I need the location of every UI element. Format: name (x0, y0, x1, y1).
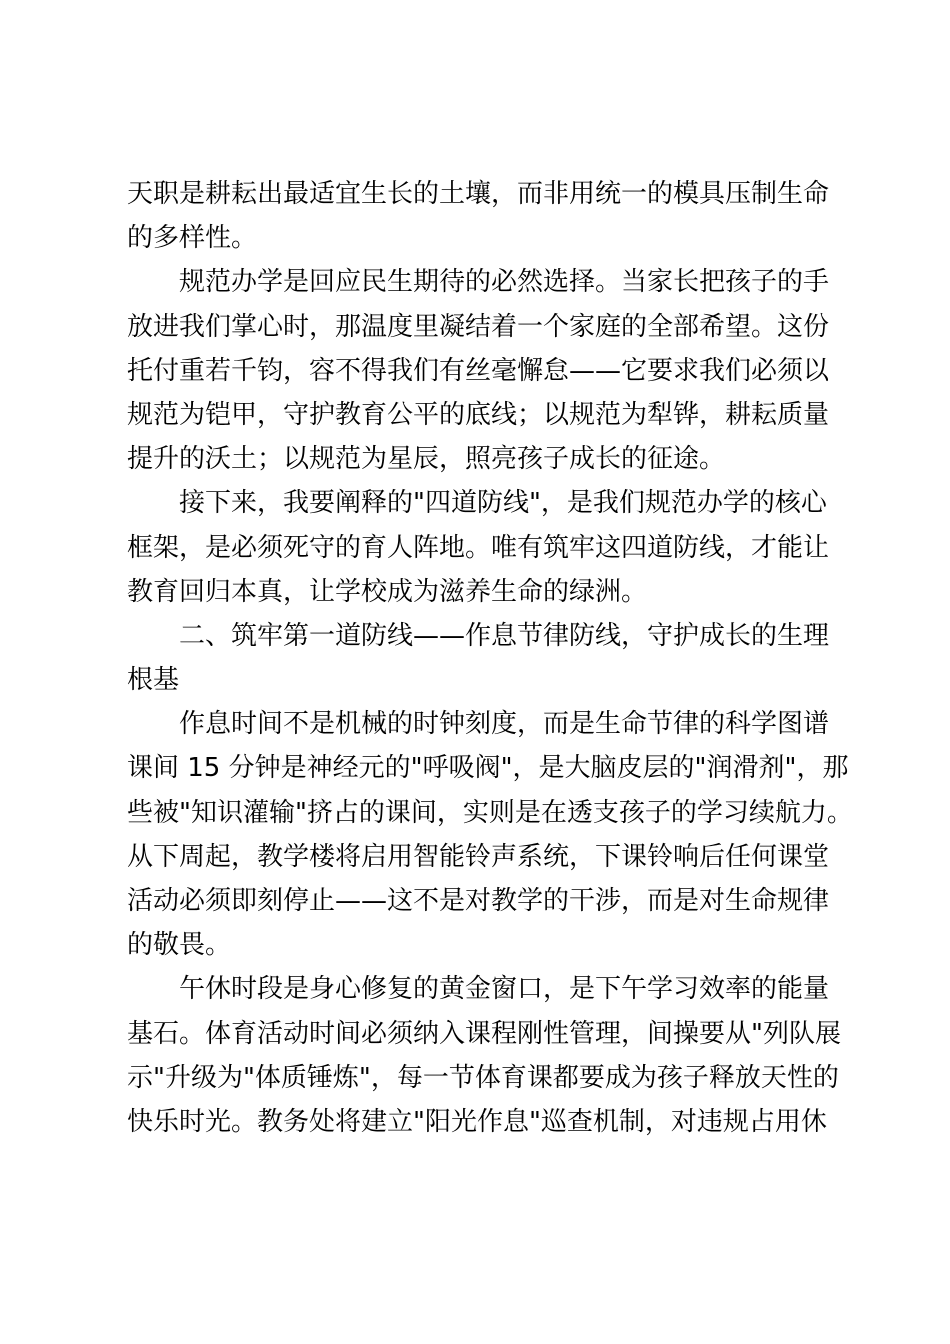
body-line: 教育回归本真，让学校成为滋养生命的绿洲。 (127, 576, 648, 607)
body-line: 的多样性。 (127, 223, 258, 254)
document-body (127, 172, 853, 1144)
body-line: 规范为铠甲，守护教育公平的底线；以规范为犁铧，耕耘质量 (127, 399, 830, 430)
paragraph-start-line: 午休时段是身心修复的黄金窗口，是下午学习效率的能量 (179, 974, 830, 1005)
body-line: 托付重若千钧，容不得我们有丝毫懈怠——它要求我们必须以 (127, 355, 830, 386)
paragraph-start-line: 接下来，我要阐释的"四道防线"，是我们规范办学的核心 (179, 488, 827, 519)
body-line: 的敬畏。 (127, 930, 232, 961)
paragraph-start-line: 作息时间不是机械的时钟刻度，而是生命节律的科学图谱 (179, 709, 830, 740)
body-line: 些被"知识灌输"挤占的课间，实则是在透支孩子的学习续航力。 (127, 797, 853, 828)
section-heading-line: 二、筑牢第一道防线——作息节律防线，守护成长的生理 (179, 620, 830, 651)
body-line: 从下周起，教学楼将启用智能铃声系统，下课铃响后任何课堂 (127, 841, 830, 872)
body-line: 提升的沃土；以规范为星辰，照亮孩子成长的征途。 (127, 444, 726, 475)
body-line: 课间 15 分钟是神经元的"呼吸阀"，是大脑皮层的"润滑剂"，那 (127, 753, 849, 784)
body-line: 天职是耕耘出最适宜生长的土壤，而非用统一的模具压制生命 (127, 179, 830, 209)
body-line: 活动必须即刻停止——这不是对教学的干涉，而是对生命规律 (127, 886, 830, 916)
body-line: 快乐时光。教务处将建立"阳光作息"巡查机制，对违规占用休 (127, 1106, 827, 1137)
body-line: 框架，是必须死守的育人阵地。唯有筑牢这四道防线，才能让 (127, 532, 830, 563)
paragraph-start-line: 规范办学是回应民生期待的必然选择。当家长把孩子的手 (179, 267, 830, 298)
body-line: 放进我们掌心时，那温度里凝结着一个家庭的全部希望。这份 (127, 311, 830, 342)
body-line: 基石。体育活动时间必须纳入课程刚性管理，间操要从"列队展 (127, 1018, 841, 1049)
section-heading-line: 根基 (127, 665, 180, 696)
body-line: 示"升级为"体质锤炼"，每一节体育课都要成为孩子释放天性的 (127, 1062, 839, 1093)
